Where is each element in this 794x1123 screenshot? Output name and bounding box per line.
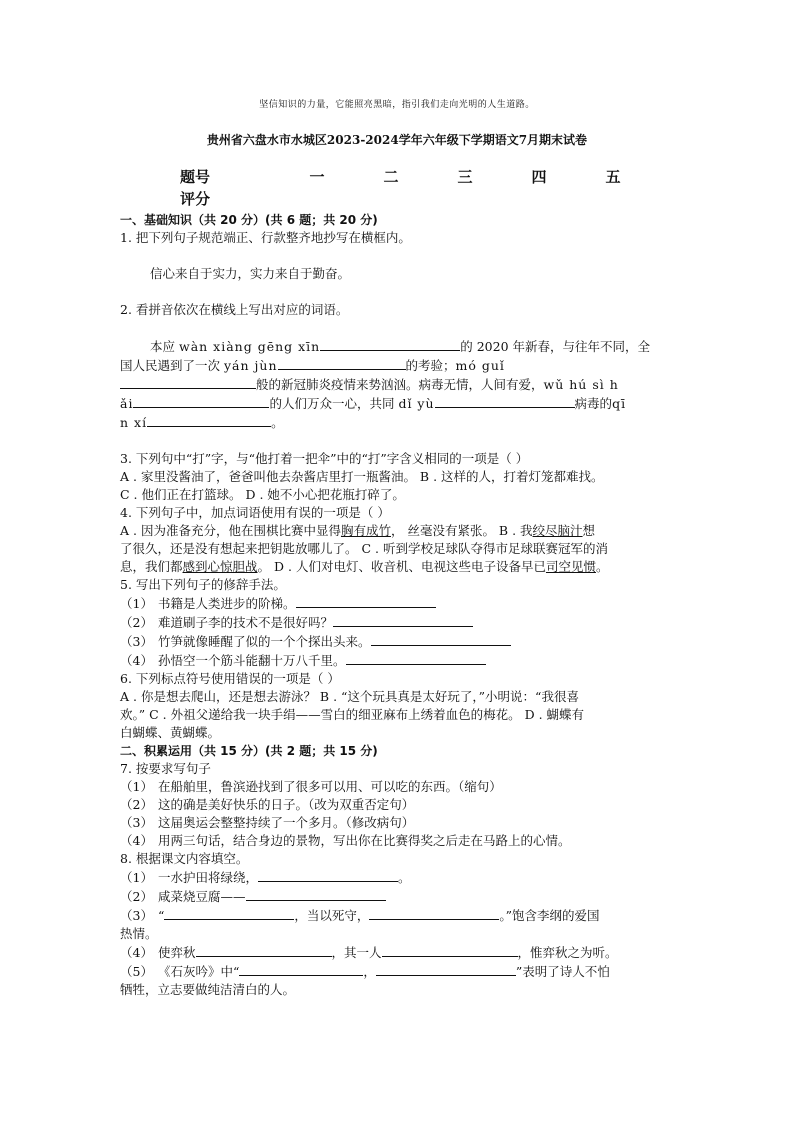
answer-blank[interactable] xyxy=(147,413,271,427)
q4-options-2: 了很久，还是没有想起来把钥匙放哪儿了。 C . 听到学校足球队夺得市足球联赛冠军的消 xyxy=(120,541,608,556)
q4-stem: 4. 下列句子中，加点词语使用有误的一项是（ ） xyxy=(120,505,390,520)
q4-options-1: A . 因为准备充分，他在围棋比赛中显得胸有成竹， 丝毫没有紧张。 B . 我绞尽脑汁想 xyxy=(120,523,596,538)
q2-line-3: 般的新冠肺炎疫情来势汹汹。病毒无情，人间有爱，wǔ hú sì h xyxy=(120,375,676,394)
column-3: 三 xyxy=(457,168,473,186)
q4-options-3: 息，我们都感到心惊胆战。 D . 人们对电灯、收音机、电视这些电子设备早已司空见惯。 xyxy=(120,559,609,574)
q3-options-1: A . 家里没酱油了，爸爸叫他去杂酱店里打一瓶酱油。 B . 这样的人，打着灯笼都难找。 xyxy=(120,469,604,484)
answer-blank[interactable] xyxy=(320,337,460,351)
q1-stem: 1. 把下列句子规范端正、行款整齐地抄写在横框内。 xyxy=(120,230,411,245)
pinyin-yanjun: yán jùn xyxy=(224,358,278,373)
column-5: 五 xyxy=(605,168,621,186)
q6-stem: 6. 下列标点符号使用错误的一项是（ ） xyxy=(120,671,340,686)
answer-blank[interactable] xyxy=(346,651,486,665)
q3-stem: 3. 下列句中“打”字，与“他打着一把伞”中的“打”字含义相同的一项是（ ） xyxy=(120,451,529,466)
pinyin-mogui: mó guǐ xyxy=(455,358,505,373)
q5-item-2: （2） 难道刷子李的技术不是很好吗？ xyxy=(120,613,676,632)
q7-item-4: （4） 用两三句话，结合身边的景物，写出你在比赛得奖之后走在马路上的心情。 xyxy=(120,833,571,848)
q8-item-2: （2） 咸菜烧豆腐—— xyxy=(120,887,676,906)
score-value-row xyxy=(180,188,650,210)
motto-header: 坚信知识的力量，它能照亮黑暗，指引我们走向光明的人生道路。 xyxy=(259,100,535,110)
section1-heading: 一、基础知识（共 20 分）(共 6 题；共 20 分) xyxy=(120,213,378,227)
q7-item-3: （3） 这届奥运会整整持续了一个多月。（修改病句） xyxy=(120,815,415,830)
score-table xyxy=(180,166,650,210)
q5-item-4: （4） 孙悟空一个筋斗能翻十万八千里。 xyxy=(120,651,676,670)
q8-stem: 8. 根据课文内容填空。 xyxy=(120,851,249,866)
q2-line-4: ǎi 的人们万众一心，共同 dǐ yù 病毒的qī xyxy=(120,396,627,411)
question-number-label: 题号 xyxy=(180,168,211,186)
q8-item-3: （3） “ ，当以死守， 。”饱含李纲的爱国 xyxy=(120,908,600,923)
pinyin-qinxi: qī xyxy=(612,396,627,411)
answer-blank[interactable] xyxy=(435,394,575,408)
q8-item-3-cont: 热情。 xyxy=(120,926,158,941)
q7-stem: 7. 按要求写句子 xyxy=(120,761,211,776)
q1-sentence: 信心来自于实力，实力来自于勤奋。 xyxy=(150,266,351,281)
pinyin-wuhusihai: wǔ hú sì h xyxy=(543,377,619,392)
marked-word: 胸有成竹 xyxy=(340,523,391,538)
marked-word: 司空见惯 xyxy=(545,559,596,574)
q2-line-5: n xí 。 xyxy=(120,415,284,430)
answer-blank[interactable] xyxy=(278,356,406,370)
answer-blank[interactable] xyxy=(258,868,398,882)
section2-heading: 二、积累运用（共 15 分）(共 2 题；共 15 分) xyxy=(120,744,378,758)
pinyin-diyu: dǐ yù xyxy=(398,396,435,411)
answer-blank[interactable] xyxy=(371,632,511,646)
q2-line-2: 国人民遇到了一次 yán jùn 的考验；mó guǐ xyxy=(120,358,505,373)
answer-blank[interactable] xyxy=(369,906,499,920)
q8-item-5: （5） 《石灰吟》中“ ， ”表明了诗人不怕 xyxy=(120,964,610,979)
exam-content xyxy=(120,211,676,999)
q6-options-3: 白蝴蝶、黄蝴蝶。 xyxy=(120,725,221,740)
column-1: 一 xyxy=(309,168,325,186)
answer-blank[interactable] xyxy=(133,394,269,408)
marked-word: 感到心惊胆战 xyxy=(182,559,258,574)
q7-item-2: （2） 这的确是美好快乐的日子。（改为双重否定句） xyxy=(120,797,415,812)
score-header-row xyxy=(180,166,650,188)
q6-options-2: 欢。” C . 外祖父递给我一块手绢——雪白的细亚麻布上绣着血色的梅花。 D . 蝴蝶有 xyxy=(120,707,585,722)
q2-stem: 2. 看拼音依次在横线上写出对应的词语。 xyxy=(120,302,349,317)
q8-item-4: （4） 使弈秋 ，其一人 ，惟弈秋之为听。 xyxy=(120,945,618,960)
q8-item-5-cont: 牺牲，立志要做纯洁清白的人。 xyxy=(120,982,296,997)
answer-blank[interactable] xyxy=(164,906,294,920)
column-2: 二 xyxy=(383,168,399,186)
answer-blank[interactable] xyxy=(382,943,518,957)
answer-blank[interactable] xyxy=(196,943,332,957)
exam-title: 贵州省六盘水市水城区2023-2024学年六年级下学期语文7月期末试卷 xyxy=(206,133,588,147)
answer-blank[interactable] xyxy=(120,375,256,389)
q8-item-1: （1） 一水护田将绿绕， 。 xyxy=(120,870,411,885)
answer-blank[interactable] xyxy=(246,887,386,901)
q3-options-2: C . 他们正在打篮球。 D . 她不小心把花瓶打碎了。 xyxy=(120,487,405,502)
q7-item-1: （1） 在船舶里，鲁滨逊找到了很多可以用、可以吃的东西。（缩句） xyxy=(120,779,502,794)
q2-line-1: 本应 wàn xiàng gēng xīn 的 2020 年新春，与往年不同，全 xyxy=(150,339,650,354)
marked-word: 绞尽脑汁 xyxy=(532,523,583,538)
q5-item-1: （1） 书籍是人类进步的阶梯。 xyxy=(120,594,676,613)
q5-stem: 5. 写出下列句子的修辞手法。 xyxy=(120,577,286,592)
pinyin-wanxianggengxin: wàn xiàng gēng xīn xyxy=(179,339,321,354)
column-4: 四 xyxy=(531,168,547,186)
answer-blank[interactable] xyxy=(239,962,363,976)
score-label: 评分 xyxy=(180,190,211,208)
answer-blank[interactable] xyxy=(376,962,516,976)
answer-blank[interactable] xyxy=(296,594,436,608)
q5-item-3: （3） 竹笋就像睡醒了似的一个个探出头来。 xyxy=(120,632,676,651)
answer-blank[interactable] xyxy=(333,613,473,627)
q6-options-1: A . 你是想去爬山，还是想去游泳？ B . “这个玩具真是太好玩了，”小明说：“我很喜 xyxy=(120,689,579,704)
